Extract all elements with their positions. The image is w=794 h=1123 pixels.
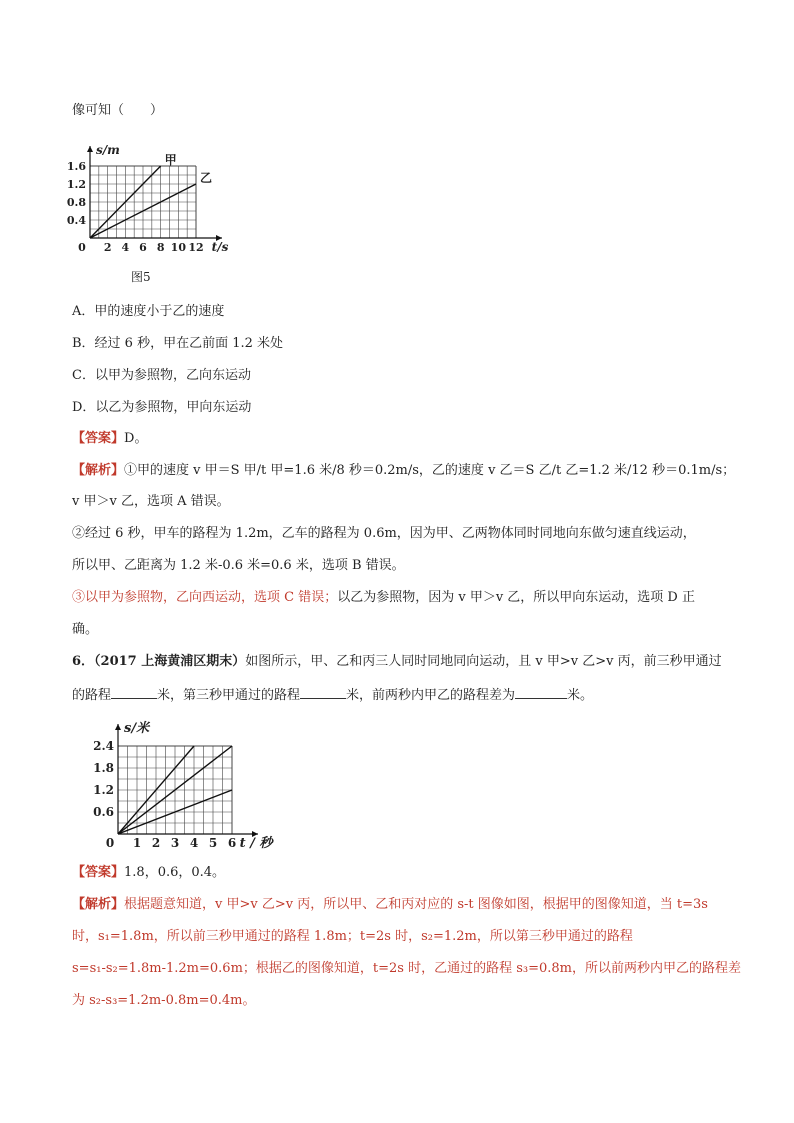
y-tick-label: 1.2 [66, 178, 86, 191]
question-text: 如图所示，甲、乙和丙三人同时同地同向运动，且 v 甲>v 乙>v 丙，前三秒甲通过 [245, 654, 722, 669]
x-tick-label: 8 [156, 241, 165, 254]
y-tick-label: 2.4 [93, 739, 114, 753]
question-source: （2017 上海黄浦区期末） [94, 654, 246, 669]
analysis-2-line-1 [72, 896, 708, 914]
x-tick-label: 0 [78, 241, 86, 254]
option-a: A．甲的速度小于乙的速度 [72, 304, 225, 319]
analysis-label: 【解析】 [72, 897, 125, 912]
x-axis-label: t / 秒 [239, 836, 273, 851]
x-tick-label: 0 [105, 836, 115, 850]
question-6-line-2 [72, 686, 593, 705]
option-d: D．以乙为参照物，甲向东运动 [72, 400, 252, 415]
analysis-label: 【解析】 [72, 463, 125, 478]
answer-label: 【答案】 [72, 431, 125, 446]
analysis-1-line-2: v 甲＞v 乙，选项 A 错误。 [72, 494, 230, 509]
analysis-red-text: ③以甲为参照物，乙向西运动，选项 C 错误； [72, 590, 338, 605]
question-text: 米，第三秒甲通过的路程 [157, 688, 301, 703]
figure-caption: 图5 [131, 270, 151, 284]
analysis-1-line-6: 确。 [72, 622, 99, 637]
question-number: 6． [72, 654, 95, 669]
x-tick-label: 3 [170, 836, 180, 850]
answer-blank-2[interactable] [300, 686, 346, 699]
analysis-1-line-3: ②经过 6 秒，甲车的路程为 1.2m，乙车的路程为 0.6m，因为甲、乙两物体同时同地向东做匀速直线运动， [72, 526, 696, 541]
analysis-2-line-4: 为 s₂-s₃=1.2m-0.8m=0.4m。 [72, 993, 256, 1008]
x-tick-label: 1 [132, 836, 142, 850]
x-tick-label: 4 [121, 241, 130, 254]
answer-value: D。 [124, 431, 148, 446]
y-tick-label: 1.2 [93, 783, 114, 797]
x-axis-label: t/s [211, 240, 229, 254]
analysis-1-line-1 [72, 462, 735, 480]
y-tick-label: 0.4 [66, 214, 86, 227]
y-tick-label: 0.6 [93, 805, 114, 819]
question-6-line-1 [72, 653, 722, 671]
x-tick-label: 4 [189, 836, 199, 850]
y-tick-label: 1.8 [93, 761, 114, 775]
analysis-text: 以乙为参照物，因为 v 甲＞v 乙，所以甲向东运动，选项 D 正 [337, 590, 695, 605]
y-axis-label: s/m [96, 143, 120, 157]
answer-value: 1.8，0.6，0.4。 [124, 865, 226, 880]
y-axis-arrow [87, 146, 93, 152]
x-tick-label: 5 [208, 836, 218, 850]
series-label: 乙 [200, 171, 213, 185]
x-tick-label: 10 [170, 241, 186, 254]
x-tick-label: 2 [103, 241, 112, 254]
chart-question-6 [88, 718, 273, 852]
x-tick-label: 2 [151, 836, 161, 850]
analysis-text: ①甲的速度 v 甲＝S 甲/t 甲=1.6 米/8 秒＝0.2m/s，乙的速度 v 乙＝S 乙/t 乙=1.2 米/12 秒＝0.1m/s； [124, 463, 736, 478]
analysis-1-line-5 [72, 589, 695, 607]
question-text: 米，前两秒内甲乙的路程差为 [346, 688, 516, 703]
y-tick-label: 1.6 [66, 160, 86, 173]
y-axis-arrow [115, 724, 121, 730]
question-text: 米。 [567, 688, 594, 703]
analysis-text: 根据题意知道，v 甲>v 乙>v 丙，所以甲、乙和丙对应的 s-t 图像如图，根据甲的图像知道，当 t=3s [124, 897, 708, 912]
analysis-2-line-3: s=s₁-s₂=1.8m-1.2m=0.6m；根据乙的图像知道，t=2s 时，乙通过的路程 s₃=0.8m，所以前两秒内甲乙的路程差 [72, 961, 742, 976]
chart-figure-5 [66, 138, 240, 266]
question-stem-tail: 像可知（ ） [72, 103, 164, 118]
answer-blank-3[interactable] [515, 686, 567, 699]
x-tick-label: 6 [139, 241, 147, 254]
option-b: B．经过 6 秒，甲在乙前面 1.2 米处 [72, 336, 284, 351]
x-tick-label: 12 [188, 241, 204, 254]
x-tick-label: 6 [227, 836, 237, 850]
answer-blank-1[interactable] [111, 686, 157, 699]
series-label: 甲 [164, 153, 177, 167]
analysis-2-line-2: 时，s₁=1.8m，所以前三秒甲通过的路程 1.8m；t=2s 时，s₂=1.2m，所以第三秒甲通过的路程 [72, 929, 633, 944]
option-c: C．以甲为参照物，乙向东运动 [72, 368, 251, 383]
answer-2 [72, 864, 225, 882]
answer-label: 【答案】 [72, 865, 125, 880]
y-tick-label: 0.8 [66, 196, 86, 209]
analysis-1-line-4: 所以甲、乙距离为 1.2 米-0.6 米=0.6 米，选项 B 错误。 [72, 558, 405, 573]
y-axis-label: s/米 [124, 721, 150, 736]
question-text: 的路程 [72, 688, 112, 703]
answer-1 [72, 430, 147, 448]
